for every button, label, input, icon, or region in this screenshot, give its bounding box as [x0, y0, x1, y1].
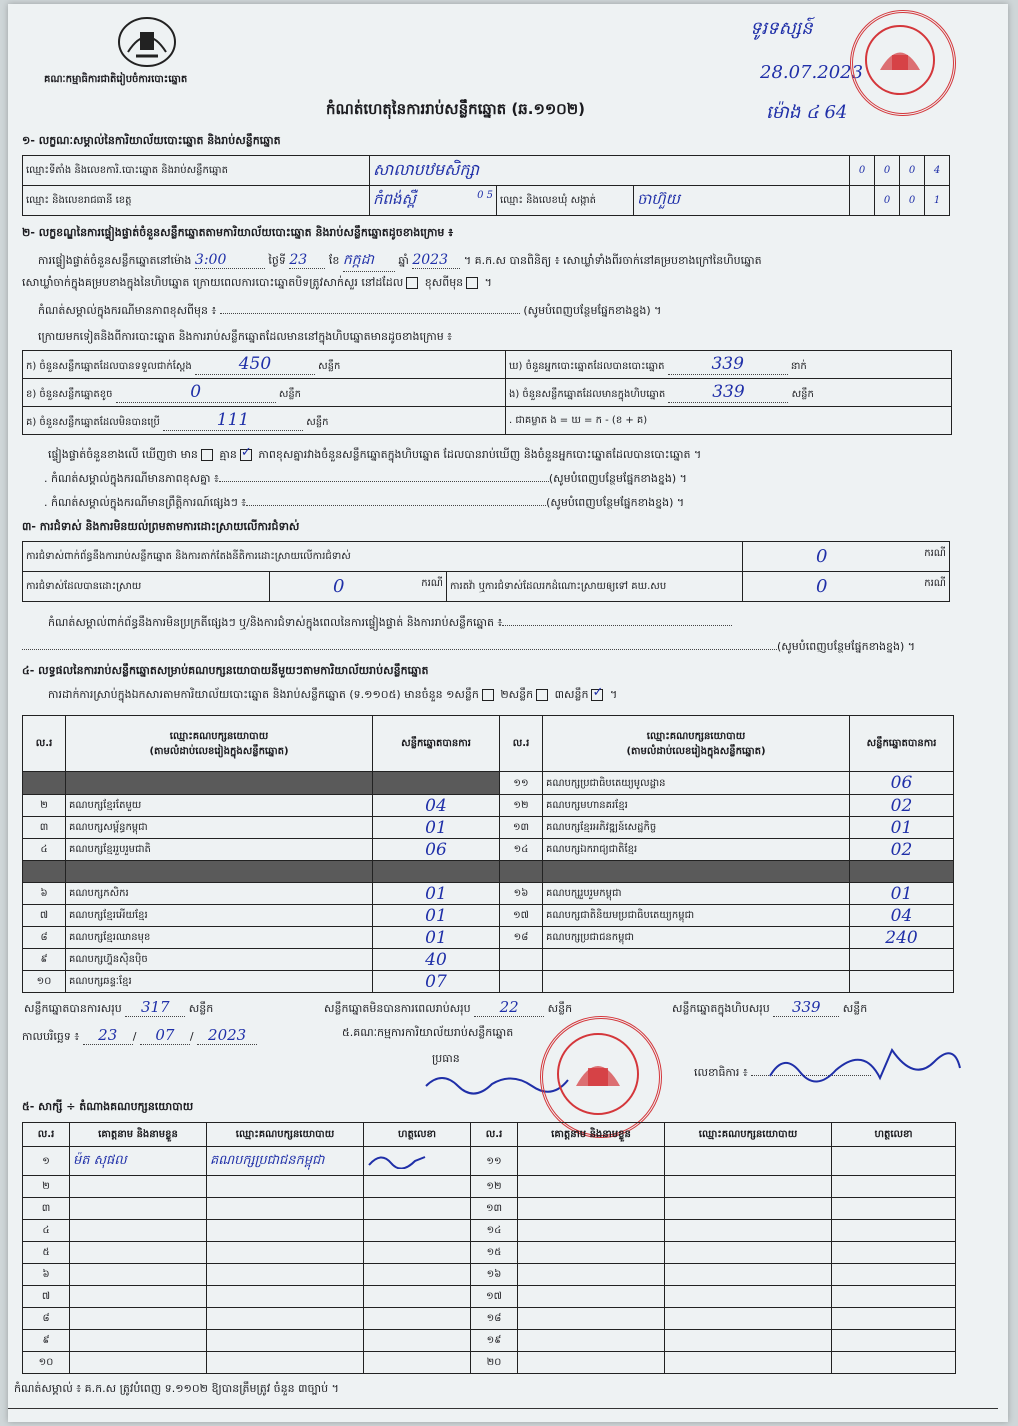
totals-line: សន្លឹកឆ្នោតបានការសរុប 317 សន្លឹក: [24, 998, 214, 1016]
forwarded-cell: 0 ករណី: [743, 572, 950, 602]
nec-emblem-icon: [116, 12, 178, 68]
three-sheets-checkbox: [591, 689, 603, 701]
witness-signature: [364, 1242, 471, 1264]
result-votes: 02: [850, 795, 954, 817]
section1-heading: ១- លក្ខណៈសម្គាល់នៃការិយាល័យបោះឆ្នោត និងរាប់សន្លឹកឆ្នោត: [22, 134, 281, 147]
table-row: [23, 1147, 956, 1176]
witness-no: ៦: [23, 1264, 70, 1286]
col-votes: សន្លឹកឆ្នោតបានការ: [373, 716, 500, 772]
result-empty-cell: [543, 949, 850, 971]
two-sheets-checkbox: [536, 689, 548, 701]
witness-party: [207, 1220, 364, 1242]
result-votes: 01: [850, 817, 954, 839]
result-votes: [850, 861, 954, 883]
witness-no: ៩: [23, 1330, 70, 1352]
col-party: ឈ្មោះគណបក្សនយោបាយ (តាមលំដាប់លេខរៀងក្នុងសន្លឹកឆ្នោត): [66, 716, 373, 772]
witness-name: [70, 1286, 207, 1308]
result-votes: 01: [373, 883, 500, 905]
location-label: ឈ្មោះទីតាំង និងលេខការិ.បោះឆ្នោត និងរាប់សន្លឹកឆ្នោត: [23, 156, 370, 186]
no-difference-checkbox: [240, 449, 252, 461]
official-seal-bottom: [540, 1016, 662, 1138]
voters-row: ឃ) ចំនួនអ្នកបោះឆ្នោតដែលបានបោះឆ្នោត 339 នាក់: [506, 351, 952, 379]
witness-party: [665, 1264, 832, 1286]
witness-name: [70, 1264, 207, 1286]
w-col-no: ល.រ: [471, 1123, 518, 1147]
witness-party: [207, 1264, 364, 1286]
witness-party: [665, 1147, 832, 1176]
verification-line1: ការផ្ទៀងផ្ទាត់ចំនួនសន្លឹកឆ្នោតនៅម៉ោង 3:00 ថ្ងៃទី 23 ខែ កក្កដា ឆ្នាំ 2023 ។ គ.ក.ស បានពិនិត្យ ៖ សោឃ្លាំទាំងពីរចាក់នៅគម្របខាងក្រៅនៃហិបឆ្នោត: [38, 250, 762, 272]
page-title: កំណត់ហេតុនៃការរាប់សន្លឹកឆ្នោត (ឆ.១១០២): [326, 100, 586, 118]
totals-box: សន្លឹកឆ្នោតក្នុងហិបសរុប 339 សន្លឹក: [672, 998, 868, 1016]
complaints-counting-value: 0: [816, 546, 828, 567]
result-name: គណបក្សប្រជាធិបតេយ្យមូលដ្ឋាន: [543, 772, 850, 795]
table-row: [23, 795, 954, 817]
witness-party: [665, 1198, 832, 1220]
received-ballots-row: ក) ចំនួនសន្លឹកឆ្នោតដែលបានទទួលជាក់ស្តែង 450 សន្លឹក: [23, 351, 506, 379]
date-day: 23: [83, 1026, 133, 1045]
handwritten-note-line3: ម៉ោង ៤ 64: [766, 102, 848, 123]
result-name: គណបក្សហ្វ៊ុនស៊ិនប៉ិច: [66, 949, 373, 971]
witness-signature: [832, 1286, 956, 1308]
voters-value: 339: [668, 354, 788, 375]
w-col-name: គោត្តនាម និងនាមខ្លួន: [518, 1123, 665, 1147]
result-name: គណបក្សខ្មែរអើយខ្មែរ: [66, 905, 373, 927]
result-empty-cell: [850, 949, 954, 971]
witness-name: [70, 1242, 207, 1264]
witness-signature: [832, 1176, 956, 1198]
location-value: សាលាបឋមសិក្សា: [370, 156, 850, 186]
witness-no: ២០: [471, 1352, 518, 1374]
province-code-digit: 0: [477, 189, 484, 201]
result-name: គណបក្សខ្មែរឈានមុខ: [66, 927, 373, 949]
result-name: គណបក្សខ្មែរអភិវឌ្ឍន៍សេដ្ឋកិច្ច: [543, 817, 850, 839]
date-year: 2023: [197, 1026, 257, 1045]
has-difference-checkbox: [201, 449, 213, 461]
col-no: ល.រ: [500, 716, 543, 772]
witness-party: [207, 1352, 364, 1374]
witness-name: [518, 1147, 665, 1176]
result-name: គណបក្សឯករាជ្យជាតិខ្មែរ: [543, 839, 850, 861]
unused-ballots-value: 111: [163, 410, 303, 431]
witness-party: [207, 1286, 364, 1308]
witness-signature: [832, 1308, 956, 1330]
table-row: [23, 817, 954, 839]
difference-note-line: កំណត់សម្គាល់ក្នុងករណីមានភាពខុសពីមុន ៖ (សូមបំពេញបន្ថែមផ្នែកខាងខ្នង) ។: [38, 304, 662, 317]
section4-heading: ៤- លទ្ធផលនៃការរាប់សន្លឹកឆ្នោតសម្រាប់គណបក្សនយោបាយនីមួយៗតាមការិយាល័យរាប់សន្លឹកឆ្នោត: [22, 664, 429, 677]
secretary-line: លេខាធិការ ៖: [694, 1066, 871, 1082]
resolved-label: ការជំទាស់ដែលបានដោះស្រាយ: [23, 572, 270, 602]
result-name: គណបក្សរួបរួមកម្ពុជា: [543, 883, 850, 905]
witness-name: [70, 1198, 207, 1220]
col-party: ឈ្មោះគណបក្សនយោបាយ (តាមលំដាប់លេខរៀងក្នុងសន្លឹកឆ្នោត): [543, 716, 850, 772]
witness-no: ១៤: [471, 1220, 518, 1242]
date-line: កាលបរិច្ឆេទ ៖ 23 / 07 / 2023: [22, 1026, 257, 1046]
witness-party: [207, 1330, 364, 1352]
result-name: [543, 861, 850, 883]
location-code-digit: 0: [850, 156, 875, 186]
result-no: ១៣: [500, 817, 543, 839]
result-votes: 40: [373, 949, 500, 971]
result-votes: [373, 861, 500, 883]
result-no: ១៤: [500, 839, 543, 861]
col-votes: សន្លឹកឆ្នោតបានការ: [850, 716, 954, 772]
witness-party: [665, 1242, 832, 1264]
total-invalid-value: 22: [474, 998, 544, 1017]
witness-name: [518, 1198, 665, 1220]
witness-no: ៥: [23, 1242, 70, 1264]
witness-signature-icon: [367, 1151, 427, 1169]
witness-signature: [364, 1352, 471, 1374]
note-difference: . កំណត់សម្គាល់ក្នុងករណីមានភាពខុសគ្នា ៖ (សូមបំពេញបន្ថែមផ្នែកខាងខ្នង) ។: [44, 472, 687, 485]
complaints-table: [22, 541, 950, 602]
ballots-in-box-value: 339: [668, 382, 788, 403]
col-no: ល.រ: [23, 716, 66, 772]
result-no: ១២: [500, 795, 543, 817]
witness-signature: [364, 1308, 471, 1330]
table-row: [23, 949, 954, 971]
witness-signature: [364, 1147, 471, 1176]
table-row: [23, 839, 954, 861]
result-votes: 04: [373, 795, 500, 817]
verification-line2: សោឃ្លាំចាក់ក្នុងគម្របខាងក្នុងនៃហិបឆ្នោត ក្រោយពេលការបោះឆ្នោតបិទត្រូវសាក់សួរ នៅដដែល ខុសពីមុន ។: [22, 276, 492, 289]
total-valid-value: 317: [125, 998, 185, 1017]
result-no: ៨: [23, 927, 66, 949]
witness-name: [70, 1308, 207, 1330]
result-empty-cell: [500, 949, 543, 971]
section5-heading: ៥- សាក្សី ÷ តំណាងគណបក្សនយោបាយ: [22, 1100, 194, 1113]
witness-signature: [364, 1330, 471, 1352]
witness-name: [70, 1330, 207, 1352]
witness-name: [518, 1220, 665, 1242]
result-name: គណបក្សប្រជាជនកម្ពុជា: [543, 927, 850, 949]
witness-name: [518, 1176, 665, 1198]
section2-heading: ២- លក្ខខណ្ឌនៃការផ្ទៀងផ្ទាត់ចំនួនសន្លឹកឆ្នោតតាមការិយាល័យបោះឆ្នោត និងរាប់សន្លឹកឆ្នោតដូចខាងក្រោម ៖: [22, 226, 454, 239]
table-row: [23, 861, 954, 883]
handwritten-note-date: 28.07.2023: [760, 62, 864, 83]
commune-label: ឈ្មោះ និងលេខឃុំ សង្កាត់: [497, 186, 634, 216]
result-votes: 01: [373, 905, 500, 927]
witness-name: [518, 1286, 665, 1308]
one-sheet-checkbox: [482, 689, 494, 701]
witness-name: [70, 1352, 207, 1374]
result-votes: 01: [373, 927, 500, 949]
footer-divider: [8, 1408, 998, 1409]
witness-name: [518, 1330, 665, 1352]
result-votes: 01: [373, 817, 500, 839]
spoiled-ballots-value: 0: [116, 382, 276, 403]
date-month: 07: [140, 1026, 190, 1045]
unused-ballots-row: គ) ចំនួនសន្លឹកឆ្នោតដែលមិនបានប្រើ 111 សន្លឹក: [23, 407, 506, 435]
witness-name: [70, 1220, 207, 1242]
resolved-cell: 0 ករណី: [270, 572, 447, 602]
witness-no: ១៧: [471, 1286, 518, 1308]
total-box-value: 339: [773, 998, 839, 1017]
result-no: ៦: [23, 883, 66, 905]
witness-no: ២: [23, 1176, 70, 1198]
commune-value: ចាហ៊ួយ: [634, 186, 850, 216]
w-col-sig: ហត្ថលេខា: [364, 1123, 471, 1147]
table-row: [23, 1308, 956, 1330]
result-empty-cell: [543, 971, 850, 993]
result-votes: 01: [850, 883, 954, 905]
result-votes: 04: [850, 905, 954, 927]
official-seal-top: [850, 10, 956, 116]
section3-heading: ៣- ការជំទាស់ និងការមិនយល់ព្រមតាមការដោះស្រាយលើការជំទាស់: [22, 520, 300, 533]
totals-invalid: សន្លឹកឆ្នោតមិនបានការពេលរាប់សរុប 22 សន្លឹក: [324, 998, 573, 1016]
committee-label: ៥.គណៈកម្មការការិយាល័យរាប់សន្លឹកឆ្នោត: [342, 1026, 514, 1039]
result-no: ១១: [500, 772, 543, 795]
formula: . ជាគម្លាត ង = ឃ = ក - (ខ + គ): [506, 407, 952, 435]
witness-party: [665, 1330, 832, 1352]
witness-name: [518, 1352, 665, 1374]
received-ballots-value: 450: [195, 354, 315, 375]
table-row: [23, 1176, 956, 1198]
witness-signature: [364, 1264, 471, 1286]
witness-party: [207, 1198, 364, 1220]
witness-name: ម៉ត សុផល: [70, 1147, 207, 1176]
forwarded-value: 0: [816, 576, 828, 597]
province-label: ឈ្មោះ និងលេខរាជធានី ខេត្ត: [23, 186, 370, 216]
witness-party: [665, 1308, 832, 1330]
commune-code-digit: 0: [875, 186, 900, 216]
result-no: ១៨: [500, 927, 543, 949]
witness-signature: [364, 1198, 471, 1220]
witness-party: គណបក្សប្រជាជនកម្ពុជា: [207, 1147, 364, 1176]
table-row: [23, 1198, 956, 1220]
spoiled-ballots-row: ខ) ចំនួនសន្លឹកឆ្នោតខូច 0 សន្លឹក: [23, 379, 506, 407]
witness-party: [207, 1176, 364, 1198]
complaints-counting-label: ការជំទាស់ពាក់ព័ន្ធនឹងការរាប់សន្លឹកឆ្នោត និងការតាក់តែងនីតិការដោះស្រាយលើការជំទាស់: [23, 542, 743, 572]
witness-signature: [832, 1198, 956, 1220]
irregularities-note-line2: (សូមបំពេញបន្ថែមផ្នែកខាងខ្នង) ។: [22, 640, 915, 656]
table-row: [23, 1352, 956, 1374]
result-no: [23, 861, 66, 883]
counts-table: [22, 350, 952, 435]
witness-no: ១៩: [471, 1330, 518, 1352]
w-col-party: ឈ្មោះគណបក្សនយោបាយ: [665, 1123, 832, 1147]
witness-name: [518, 1264, 665, 1286]
location-code-digit: 0: [900, 156, 925, 186]
result-empty-cell: [850, 971, 954, 993]
table-row: [23, 971, 954, 993]
result-name: គណបក្សជាតិនិយមប្រជាធិបតេយ្យកម្ពុជា: [543, 905, 850, 927]
witness-table: [22, 1122, 956, 1374]
result-no: ៧: [23, 905, 66, 927]
complaints-counting-cell: 0 ករណី: [743, 542, 950, 572]
witness-name: [518, 1242, 665, 1264]
result-name: គណបក្សមហានគរខ្មែរ: [543, 795, 850, 817]
witness-no: ១២: [471, 1176, 518, 1198]
witness-party: [665, 1352, 832, 1374]
witness-signature: [832, 1264, 956, 1286]
table-row: [23, 905, 954, 927]
result-no: ១០: [23, 971, 66, 993]
location-code-digit: 4: [925, 156, 950, 186]
witness-signature: [832, 1330, 956, 1352]
result-name: គណបក្សកសិករ: [66, 883, 373, 905]
result-empty-cell: [500, 971, 543, 993]
location-code-digit: 0: [875, 156, 900, 186]
result-name: [66, 861, 373, 883]
province-code-digit: 5: [486, 189, 493, 201]
table-row: [23, 1286, 956, 1308]
witness-party: [207, 1242, 364, 1264]
province-value: កំពង់ស្ពឺ 0 5: [370, 186, 497, 216]
different-checkbox: [466, 277, 478, 289]
same-checkbox: [406, 277, 418, 289]
witness-signature: [364, 1286, 471, 1308]
w-col-party: ឈ្មោះគណបក្សនយោបាយ: [207, 1123, 364, 1147]
chair-label: ប្រធាន: [432, 1052, 460, 1065]
witness-signature: [832, 1220, 956, 1242]
document-page: [8, 4, 1008, 1422]
sheets-line: ការដាក់ការស្រាប់ក្នុងឯកសារតាមការិយាល័យបោះឆ្នោត និងរាប់សន្លឹកឆ្នោត (ទ.១១០៥) មានចំនួន ១សន្លឹក ២សន្លឹក ៣សន្លឹក✓ ។: [48, 688, 617, 704]
table-row: [23, 1220, 956, 1242]
witness-signature: [364, 1176, 471, 1198]
witness-no: ១៦: [471, 1264, 518, 1286]
witness-party: [665, 1220, 832, 1242]
verify-time: 3:00: [195, 252, 265, 269]
ballots-in-box-row: ង) ចំនួនសន្លឹកឆ្នោតដែលមានក្នុងហិបឆ្នោត 339 សន្លឹក: [506, 379, 952, 407]
witness-party: [665, 1176, 832, 1198]
commune-code-digit: 0: [900, 186, 925, 216]
result-votes: [373, 772, 500, 795]
forwarded-label: ការតវ៉ា ឬការជំទាស់ដែលរកដំណោះស្រាយឲ្យទៅ គឃ.សប: [447, 572, 743, 602]
result-votes: 02: [850, 839, 954, 861]
commune-code-digit: 1: [925, 186, 950, 216]
witness-no: ៣: [23, 1198, 70, 1220]
witness-party: [665, 1286, 832, 1308]
witness-signature: [832, 1242, 956, 1264]
verify-day: 23: [289, 252, 325, 269]
result-votes: 240: [850, 927, 954, 949]
witness-no: ១០: [23, 1352, 70, 1374]
witness-signature: [832, 1352, 956, 1374]
result-no: ២: [23, 795, 66, 817]
table-row: [23, 772, 954, 795]
result-votes: 07: [373, 971, 500, 993]
intro-line: ក្រោយមកទៀតនិងពីការបោះឆ្នោត និងការរាប់សន្លឹកឆ្នោតដែលមាននៅក្នុងហិបឆ្នោតមានដូចខាងក្រោម ៖: [38, 330, 453, 343]
witness-signature: [832, 1147, 956, 1176]
result-no: ១៧: [500, 905, 543, 927]
result-no: ១៦: [500, 883, 543, 905]
witness-no: ៤: [23, 1220, 70, 1242]
witness-signature: [364, 1220, 471, 1242]
table-row: [23, 1264, 956, 1286]
footer-note: កំណត់សម្គាល់ ៖ គ.ក.ស ត្រូវបំពេញ ទ.១១០២ ឱ្យបានត្រឹមត្រូវ ចំនួន ៣ច្បាប់ ។: [14, 1382, 339, 1395]
result-name: គណបក្សខ្មែររួបរួមជាតិ: [66, 839, 373, 861]
witness-no: ១: [23, 1147, 70, 1176]
table-row: [23, 927, 954, 949]
witness-no: ១១: [471, 1147, 518, 1176]
table-row: [23, 1242, 956, 1264]
result-no: [23, 772, 66, 795]
irregularities-note: កំណត់សម្គាល់ពាក់ព័ន្ធនឹងការមិនប្រក្រតីផ្សេងៗ ឬ/និងការជំទាស់ក្នុងពេលនៃការផ្ទៀងផ្ទាត់ និងការរាប់សន្លឹកឆ្នោត ៖: [48, 616, 732, 632]
result-votes: 06: [850, 772, 954, 795]
witness-no: ៨: [23, 1308, 70, 1330]
verify-month: កក្កដា: [343, 250, 395, 272]
result-name: គណបក្សឆន្ទៈខ្មែរ: [66, 971, 373, 993]
note-events: . កំណត់សម្គាល់ក្នុងករណីមានព្រឹត្តិការណ៍ផ្សេងៗ ៖ (សូមបំពេញបន្ថែមផ្នែកខាងខ្នង) ។: [44, 496, 685, 509]
w-col-name: គោត្តនាម និងនាមខ្លួន: [70, 1123, 207, 1147]
verify-year: 2023: [412, 252, 460, 269]
witness-name: [518, 1308, 665, 1330]
handwritten-note-line1: ទូរទស្សន៍: [750, 18, 813, 39]
resolved-value: 0: [333, 576, 345, 597]
results-table: [22, 715, 954, 993]
secretary-signature-icon: [764, 1042, 964, 1092]
witness-name: [70, 1176, 207, 1198]
witness-no: ១៨: [471, 1308, 518, 1330]
w-col-sig: ហត្ថលេខា: [832, 1123, 956, 1147]
witness-no: ១៥: [471, 1242, 518, 1264]
result-name: គណបក្សសម្ព័ន្ធកម្ពុជា: [66, 817, 373, 839]
table-row: [23, 1330, 956, 1352]
result-no: [500, 861, 543, 883]
table-row: [23, 883, 954, 905]
section1-table: [22, 155, 950, 216]
result-no: ៤: [23, 839, 66, 861]
w-col-no: ល.រ: [23, 1123, 70, 1147]
result-no: ៩: [23, 949, 66, 971]
result-name: [66, 772, 373, 795]
result-no: ៣: [23, 817, 66, 839]
committee-name: គណៈកម្មាធិការជាតិរៀបចំការបោះឆ្នោត: [44, 74, 188, 85]
witness-party: [207, 1308, 364, 1330]
witness-no: ៧: [23, 1286, 70, 1308]
result-name: គណបក្សខ្មែរតែមួយ: [66, 795, 373, 817]
witness-no: ១៣: [471, 1198, 518, 1220]
result-votes: 06: [373, 839, 500, 861]
comparison-line: ផ្ទៀងផ្ទាត់ចំនួនខាងលើ ឃើញថា មាន គ្មាន✓ ភាពខុសគ្នារវាងចំនួនសន្លឹកឆ្នោតក្នុងហិបឆ្នោត ដែលបានរាប់ឃើញ និងចំនួនអ្នកបោះឆ្នោតដែលបានបោះឆ្នោត ។: [48, 448, 701, 464]
